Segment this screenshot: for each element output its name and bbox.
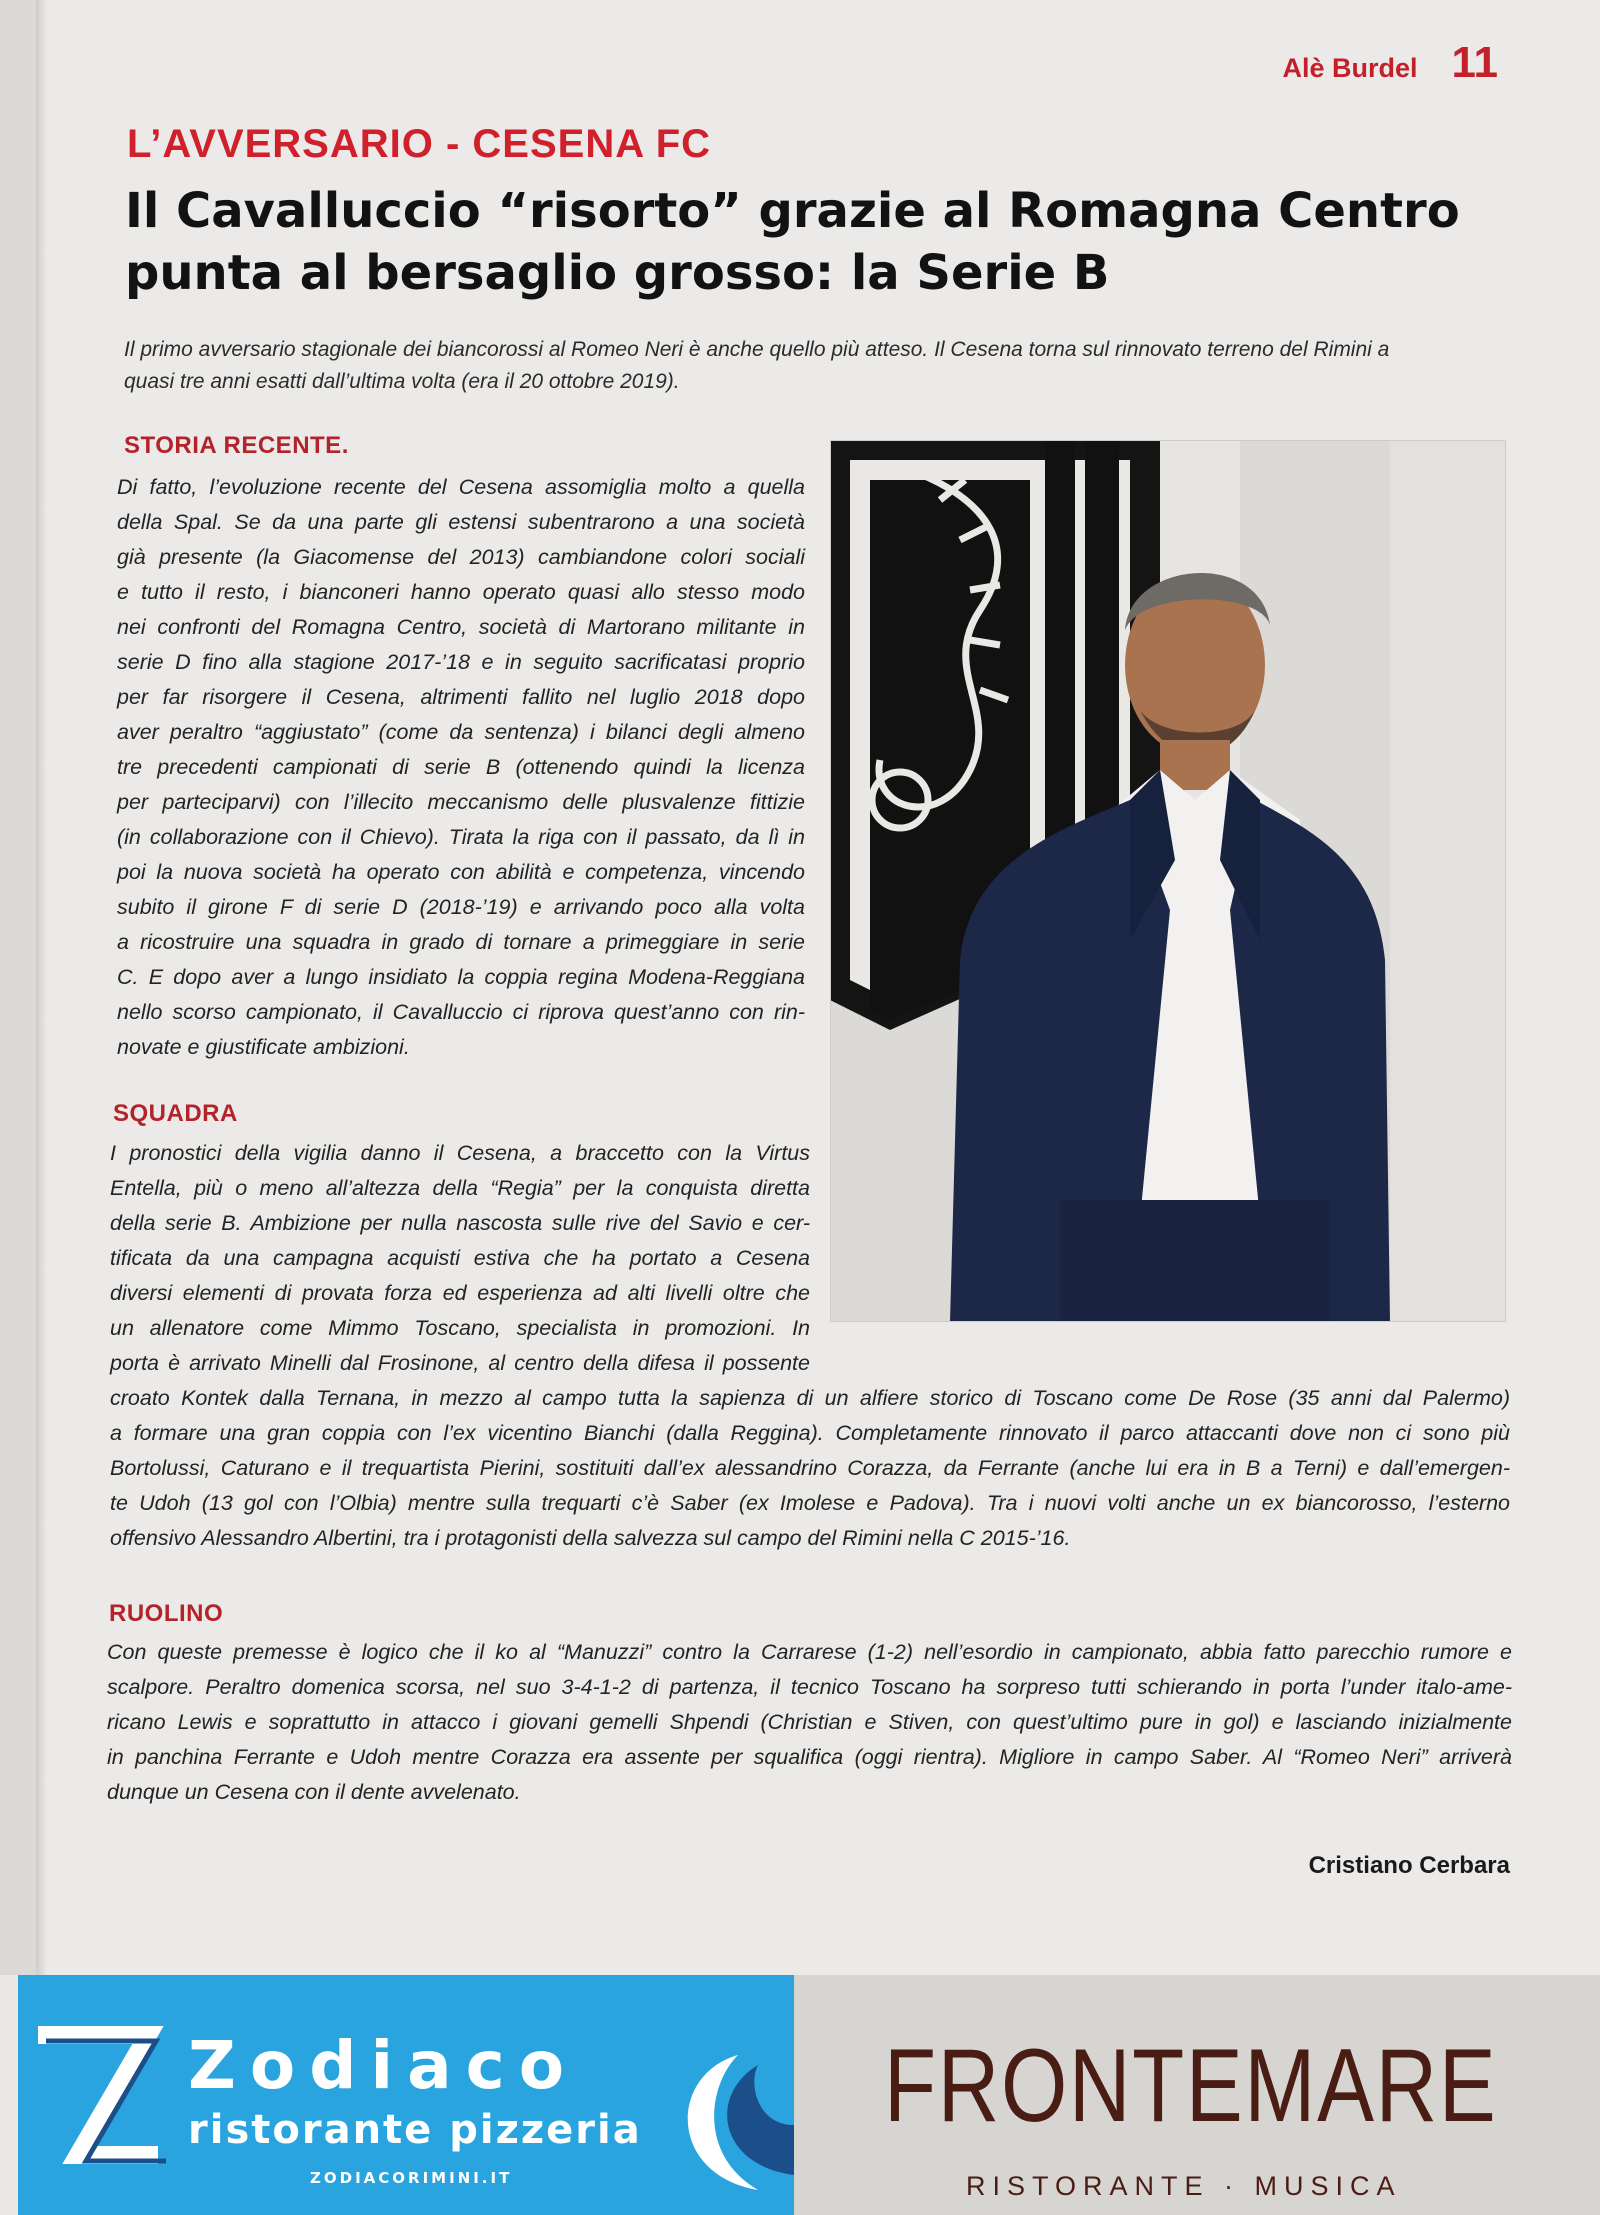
section-title-storia: STORIA RECENTE. (124, 432, 349, 459)
body-line: Con queste premesse è logico che il ko al “Manuzzi” contro la Carrarese (1-2) nell’esordio in campionato, abbia fatto parecchio rumore e (107, 1640, 1512, 1664)
body-line: della Spal. Se da una parte gli estensi subentrarono a una società (117, 510, 805, 534)
ad-frontemare[interactable] (794, 1975, 1600, 2215)
section-title-squadra: SQUADRA (113, 1100, 238, 1127)
body-line: tificata da una campagna acquisti estiva che ha portato a Cesena (110, 1246, 810, 1270)
page-number: 11 (1451, 38, 1498, 87)
body-line: C. E dopo aver a lungo insidiato la coppia regina Modena-Reggiana (117, 965, 805, 989)
article-headline (125, 180, 1525, 304)
body-line: ricano Lewis e soprattutto in attacco i giovani gemelli Shpendi (Christian e Stiven, con quest’ultimo pure in gol) e lasciando inizialmente (107, 1710, 1512, 1734)
ad-zodiaco[interactable] (18, 1975, 794, 2215)
body-line: in panchina Ferrante e Udoh mentre Corazza era assente per squalifica (oggi rientra). Migliore in campo Saber. Al “Romeo Neri” arriverà (107, 1745, 1512, 1769)
section-body-storia (117, 470, 805, 1065)
zodiaco-subtitle: ristorante pizzeria (188, 2107, 642, 2153)
body-line: diversi elementi di provata forza ed esperienza ad alti livelli oltre che (110, 1281, 810, 1305)
headline-line: Il Cavalluccio “risorto” grazie al Romagna Centro (125, 183, 1460, 239)
body-line: nei confronti del Romagna Centro, società di Martorano militante in (117, 615, 805, 639)
body-line: e tutto il resto, i bianconeri hanno operato quasi allo stesso modo (117, 580, 805, 604)
body-line: dunque un Cesena con il dente avvelenato. (107, 1780, 521, 1804)
section-title-ruolino: RUOLINO (109, 1600, 224, 1627)
body-line: subito il girone F di serie D (2018-’19) e arrivando poco alla volta (117, 895, 805, 919)
body-line: porta è arrivato Minelli dal Frosinone, al centro della difesa il possente (110, 1351, 810, 1375)
body-line: aver peraltro “aggiustato” (come da sentenza) i bilanci degli almeno (117, 720, 805, 744)
body-line: serie D fino alla stagione 2017-’18 e in seguito sacrificatasi proprio (117, 650, 805, 674)
body-line: novate e giustificate ambizioni. (117, 1035, 410, 1059)
body-line: a formare una gran coppia con l’ex vicentino Bianchi (dalla Reggina). Completamente rinnovato il parco attaccanti dove non ci sono più (110, 1421, 1510, 1445)
lead-line: Il primo avversario stagionale dei biancorossi al Romeo Neri è anche quello più atteso. Il Cesena torna sul rinnovato terreno del Rimini a (124, 338, 1390, 361)
section-body-ruolino (107, 1635, 1512, 1810)
body-line: tre precedenti campionati di serie B (ottenendo quindi la licenza (117, 755, 805, 779)
article-lead (124, 334, 1504, 398)
lead-line: quasi tre anni esatti dall’ultima volta (era il 20 ottobre 2019). (124, 370, 680, 393)
frontemare-name: FRONTEMARE (884, 2028, 1498, 2144)
running-header (1282, 38, 1498, 88)
body-line: poi la nuova società ha operato con abilità e competenza, vincendo (117, 860, 805, 884)
body-line: a ricostruire una squadra in grado di tornare a primeggiare in serie (117, 930, 805, 954)
magazine-brand: Alè Burdel (1282, 53, 1418, 83)
body-line: un allenatore come Mimmo Toscano, specialista in promozioni. In (110, 1316, 810, 1340)
body-line: Di fatto, l’evoluzione recente del Cesena assomiglia molto a quella (117, 475, 805, 499)
body-line: croato Kontek dalla Ternana, in mezzo al campo tutta la sapienza di un alfiere storico di Toscano come De Rose (35 anni dal Palermo) (110, 1386, 1510, 1410)
article-author: Cristiano Cerbara (1308, 1852, 1510, 1879)
body-line: della serie B. Ambizione per nulla nascosta sulle rive del Savio e cer- (110, 1211, 810, 1235)
page-fold-shadow (36, 0, 46, 1975)
body-line: I pronostici della vigilia danno il Cesena, a braccetto con la Virtus (110, 1141, 810, 1165)
body-line: (in collaborazione con il Chievo). Tirata la riga con il passato, da lì in (117, 825, 805, 849)
body-line: te Udoh (13 gol con l’Olbia) mentre sulla trequarti c’è Saber (ex Imolese e Padova). Tra i nuovi volti anche un ex biancorosso, l’esterno (110, 1491, 1510, 1515)
frontemare-subtitle: RISTORANTE · MUSICA (966, 2171, 1402, 2201)
article-kicker: L’AVVERSARIO - CESENA FC (127, 122, 712, 166)
body-line: scalpore. Peraltro domenica scorsa, nel suo 3-4-1-2 di partenza, il tecnico Toscano ha sorpreso tutti schierando in porta l’under italo-ame- (107, 1675, 1512, 1699)
zodiaco-name: Zodiaco (188, 2027, 579, 2104)
body-line: Entella, più o meno all’altezza della “Regia” per la conquista diretta (110, 1176, 810, 1200)
coach-photo (830, 440, 1506, 1322)
coach-photo-illustration (830, 440, 1506, 1322)
body-line: nello scorso campionato, il Cavalluccio ci riprova quest’anno con rin- (117, 1000, 805, 1024)
body-line: per parteciparvi) con l’illecito meccanismo delle plusvalenze fittizie (117, 790, 805, 814)
body-line: già presente (la Giacomense del 2013) cambiandone colori sociali (117, 545, 805, 569)
body-line: Bortolussi, Caturano e il trequartista Pierini, sostituiti dall’ex alessandrino Corazza, da Ferrante (anche lui era in B a Terni) e dall’emergen- (110, 1456, 1510, 1480)
body-line: per far risorgere il Cesena, altrimenti fallito nel luglio 2018 dopo (117, 685, 805, 709)
zodiaco-url[interactable]: ZODIACORIMINI.IT (310, 2169, 513, 2187)
headline-line: punta al bersaglio grosso: la Serie B (125, 245, 1110, 301)
body-line: offensivo Alessandro Albertini, tra i protagonisti della salvezza sul campo del Rimini nella C 2015-’16. (110, 1526, 1071, 1550)
previous-page-edge (0, 0, 36, 1975)
